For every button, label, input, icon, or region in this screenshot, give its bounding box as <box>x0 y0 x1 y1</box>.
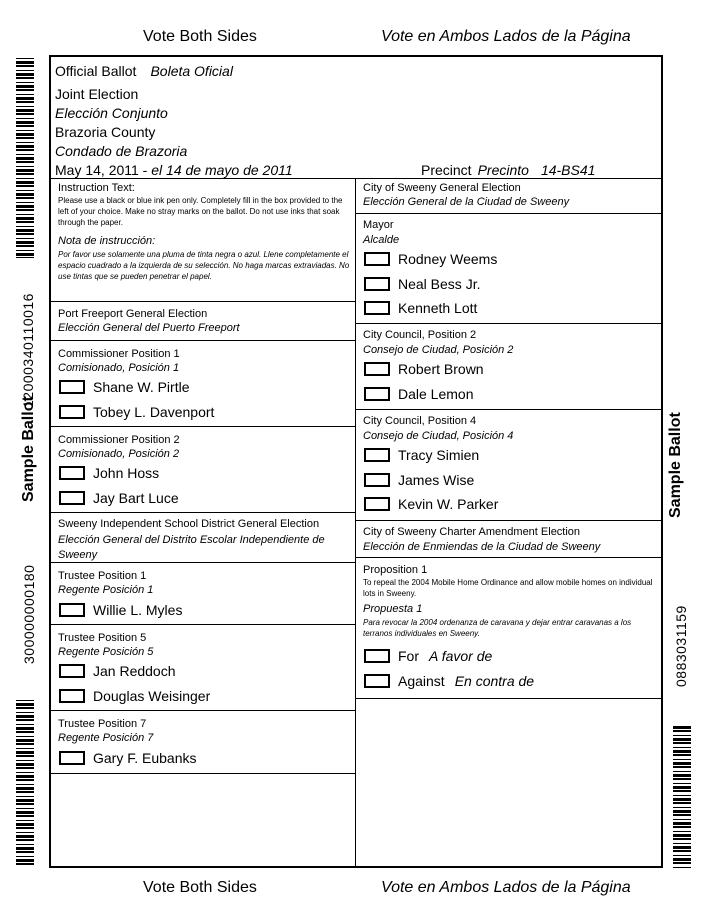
vote-oval[interactable] <box>59 689 85 703</box>
official-ballot-en: Official Ballot <box>55 63 137 79</box>
trustee-1-title-en: Trustee Position 1 <box>58 570 147 582</box>
prop-1-body-es: Para revocar la 2004 ordenanza de caravana y dejar entrar caravanas a los terranos individuales en Sweeny. <box>363 618 632 638</box>
vote-oval[interactable] <box>364 252 390 266</box>
candidate-option[interactable] <box>364 276 480 292</box>
isd-section <box>51 513 355 563</box>
vote-both-sides-top: Vote Both Sides <box>143 28 257 45</box>
council-2-title-es: Consejo de Ciudad, Posición 2 <box>363 344 514 356</box>
port-freeport-title-en: Port Freeport General Election <box>58 308 208 320</box>
candidate-name: Willie L. Myles <box>93 602 183 618</box>
right-barcode-icon <box>673 726 691 868</box>
candidate-name: Kevin W. Parker <box>398 496 499 512</box>
candidate-option[interactable] <box>59 663 176 679</box>
vote-oval[interactable] <box>364 448 390 462</box>
candidate-name: Tracy Simien <box>398 447 480 463</box>
trustee-5-section <box>51 625 355 711</box>
commissioner-2-title-en: Commissioner Position 2 <box>58 434 180 446</box>
right-ballot-number: 0883031159 <box>673 605 689 687</box>
candidate-name: Jay Bart Luce <box>93 490 179 506</box>
ballot-header <box>51 57 661 179</box>
vote-oval[interactable] <box>59 664 85 678</box>
candidate-option[interactable] <box>59 490 179 506</box>
candidate-name: Douglas Weisinger <box>93 688 211 704</box>
against-en: Against <box>398 673 445 689</box>
candidate-name: John Hoss <box>93 465 160 481</box>
candidate-name: Neal Bess Jr. <box>398 276 481 292</box>
instructions-title-en: Instruction Text: <box>58 182 135 194</box>
date-es: el 14 de mayo de 2011 <box>151 162 293 178</box>
mayor-title-es: Alcalde <box>363 234 400 246</box>
candidate-name: Gary F. Eubanks <box>93 750 197 766</box>
vote-oval[interactable] <box>364 649 390 663</box>
county-es: Condado de Brazoria <box>55 143 188 159</box>
for-es: A favor de <box>429 648 493 664</box>
date-en: May 14, 2011 - <box>55 162 148 178</box>
candidate-option[interactable] <box>59 750 197 766</box>
trustee-7-title-es: Regente Posición 7 <box>58 732 154 744</box>
vote-both-sides-bottom: Vote Both Sides <box>143 879 257 896</box>
joint-election-en: Joint Election <box>55 86 139 102</box>
candidate-option[interactable] <box>59 404 214 420</box>
port-freeport-section <box>51 302 355 341</box>
mayor-title-en: Mayor <box>363 219 394 231</box>
council-2-section <box>356 324 661 410</box>
vote-oval[interactable] <box>59 380 85 394</box>
charter-title-en: City of Sweeny Charter Amendment Election <box>363 526 581 538</box>
trustee-1-title-es: Regente Posición 1 <box>58 584 154 596</box>
mayor-section <box>356 214 661 324</box>
prop-1-body-en: To repeal the 2004 Mobile Home Ordinance and allow mobile homes on individual lots in Sweeny. <box>363 578 653 598</box>
joint-election-es: Elección Conjunto <box>55 105 168 121</box>
against-es: En contra de <box>454 673 535 689</box>
candidate-name: James Wise <box>398 472 475 488</box>
charter-section <box>356 521 661 558</box>
left-barcode-bottom-icon <box>16 700 34 868</box>
commissioner-1-section <box>51 341 355 427</box>
vote-oval[interactable] <box>59 491 85 505</box>
instructions-title-es: Nota de instrucción: <box>58 235 156 247</box>
vote-oval[interactable] <box>364 674 390 688</box>
official-ballot-line <box>55 63 233 79</box>
for-en: For <box>398 648 419 664</box>
trustee-5-title-en: Trustee Position 5 <box>58 632 147 644</box>
left-barcode-top-icon <box>16 58 34 258</box>
trustee-5-title-es: Regente Posición 5 <box>58 646 154 658</box>
vote-both-sides-top-es: Vote en Ambos Lados de la Página <box>381 28 631 45</box>
precinct-code: 14-BS41 <box>540 162 596 178</box>
proposition-1-section <box>356 558 661 699</box>
candidate-name: Dale Lemon <box>398 386 474 402</box>
vote-oval[interactable] <box>59 751 85 765</box>
candidate-option[interactable] <box>364 472 474 488</box>
right-column <box>356 179 661 866</box>
vote-oval[interactable] <box>59 466 85 480</box>
vote-oval[interactable] <box>364 497 390 511</box>
council-4-section <box>356 410 661 521</box>
prop-1-against-label <box>398 673 534 689</box>
charter-title-es: Elección de Enmiendas de la Ciudad de Sweeny <box>363 541 601 553</box>
candidate-option[interactable] <box>59 379 190 395</box>
council-4-title-es: Consejo de Ciudad, Posición 4 <box>363 430 514 442</box>
prop-1-title-es: Propuesta 1 <box>363 603 423 615</box>
left-sample-ballot-label: Sample Ballot <box>20 396 37 502</box>
vote-oval[interactable] <box>364 362 390 376</box>
prop-1-title-en: Proposition 1 <box>363 564 428 576</box>
precinct-es: Precinto <box>477 162 529 178</box>
isd-title-en: Sweeny Independent School District General Election <box>58 518 320 530</box>
council-4-title-en: City Council, Position 4 <box>363 415 477 427</box>
county-en: Brazoria County <box>55 124 156 140</box>
vote-oval[interactable] <box>364 387 390 401</box>
candidate-option[interactable] <box>364 496 498 512</box>
instructions-body-es: Por favor use solamente una pluma de tinta negra o azul. Llene completamente el espacio cuadrado a la izquierda de su selección. No haga marcas extraviadas. No use tintas que se pueden penetrar el papel. <box>58 250 350 281</box>
vote-oval[interactable] <box>59 405 85 419</box>
port-freeport-title-es: Elección General del Puerto Freeport <box>58 322 240 334</box>
city-general-title-en: City of Sweeny General Election <box>363 182 521 194</box>
commissioner-1-title-en: Commissioner Position 1 <box>58 348 180 360</box>
official-ballot-es: Boleta Oficial <box>150 63 233 79</box>
ballot-frame <box>49 55 663 868</box>
commissioner-1-title-es: Comisionado, Posición 1 <box>58 362 180 374</box>
vote-oval[interactable] <box>364 473 390 487</box>
candidate-option[interactable] <box>364 361 484 377</box>
candidate-option[interactable] <box>59 602 182 618</box>
commissioner-2-section <box>51 427 355 513</box>
vote-both-sides-bottom-es: Vote en Ambos Lados de la Página <box>381 879 631 896</box>
left-ballot-number-b: 300000000180 <box>21 564 37 664</box>
left-column <box>51 179 356 866</box>
candidate-name: Shane W. Pirtle <box>93 379 190 395</box>
instructions-body-en: Please use a black or blue ink pen only. Completely fill in the box provided to the left of your choice. Make no stray marks on the ballot. Do not use inks that soak through the paper. <box>58 196 343 227</box>
candidate-name: Tobey L. Davenport <box>93 404 215 420</box>
prop-1-for-option[interactable] <box>364 648 492 664</box>
commissioner-2-title-es: Comisionado, Posición 2 <box>58 448 180 460</box>
trustee-7-section <box>51 711 355 774</box>
candidate-option[interactable] <box>364 447 479 463</box>
candidate-option[interactable] <box>364 386 474 402</box>
candidate-option[interactable] <box>364 300 477 316</box>
prop-1-for-label <box>398 648 492 664</box>
vote-oval[interactable] <box>59 603 85 617</box>
instructions-section <box>51 179 355 302</box>
candidate-name: Jan Reddoch <box>93 663 176 679</box>
vote-oval[interactable] <box>364 277 390 291</box>
left-ballot-number-a: 12000340110016 <box>20 293 36 408</box>
candidate-option[interactable] <box>364 251 497 267</box>
candidate-option[interactable] <box>59 465 159 481</box>
city-general-title-es: Elección General de la Ciudad de Sweeny <box>363 196 570 208</box>
council-2-title-en: City Council, Position 2 <box>363 329 477 341</box>
prop-1-against-option[interactable] <box>364 673 534 689</box>
trustee-1-section <box>51 563 355 625</box>
precinct <box>421 162 595 178</box>
isd-title-es: Elección General del Distrito Escolar Independiente de Sweeny <box>58 534 325 561</box>
vote-oval[interactable] <box>364 301 390 315</box>
candidate-option[interactable] <box>59 688 210 704</box>
city-general-section <box>356 179 661 214</box>
election-date <box>55 162 293 178</box>
right-sample-ballot-label: Sample Ballot <box>667 412 684 518</box>
candidate-name: Rodney Weems <box>398 251 498 267</box>
candidate-name: Kenneth Lott <box>398 300 478 316</box>
candidate-name: Robert Brown <box>398 361 484 377</box>
precinct-en: Precinct <box>421 162 472 178</box>
trustee-7-title-en: Trustee Position 7 <box>58 718 147 730</box>
